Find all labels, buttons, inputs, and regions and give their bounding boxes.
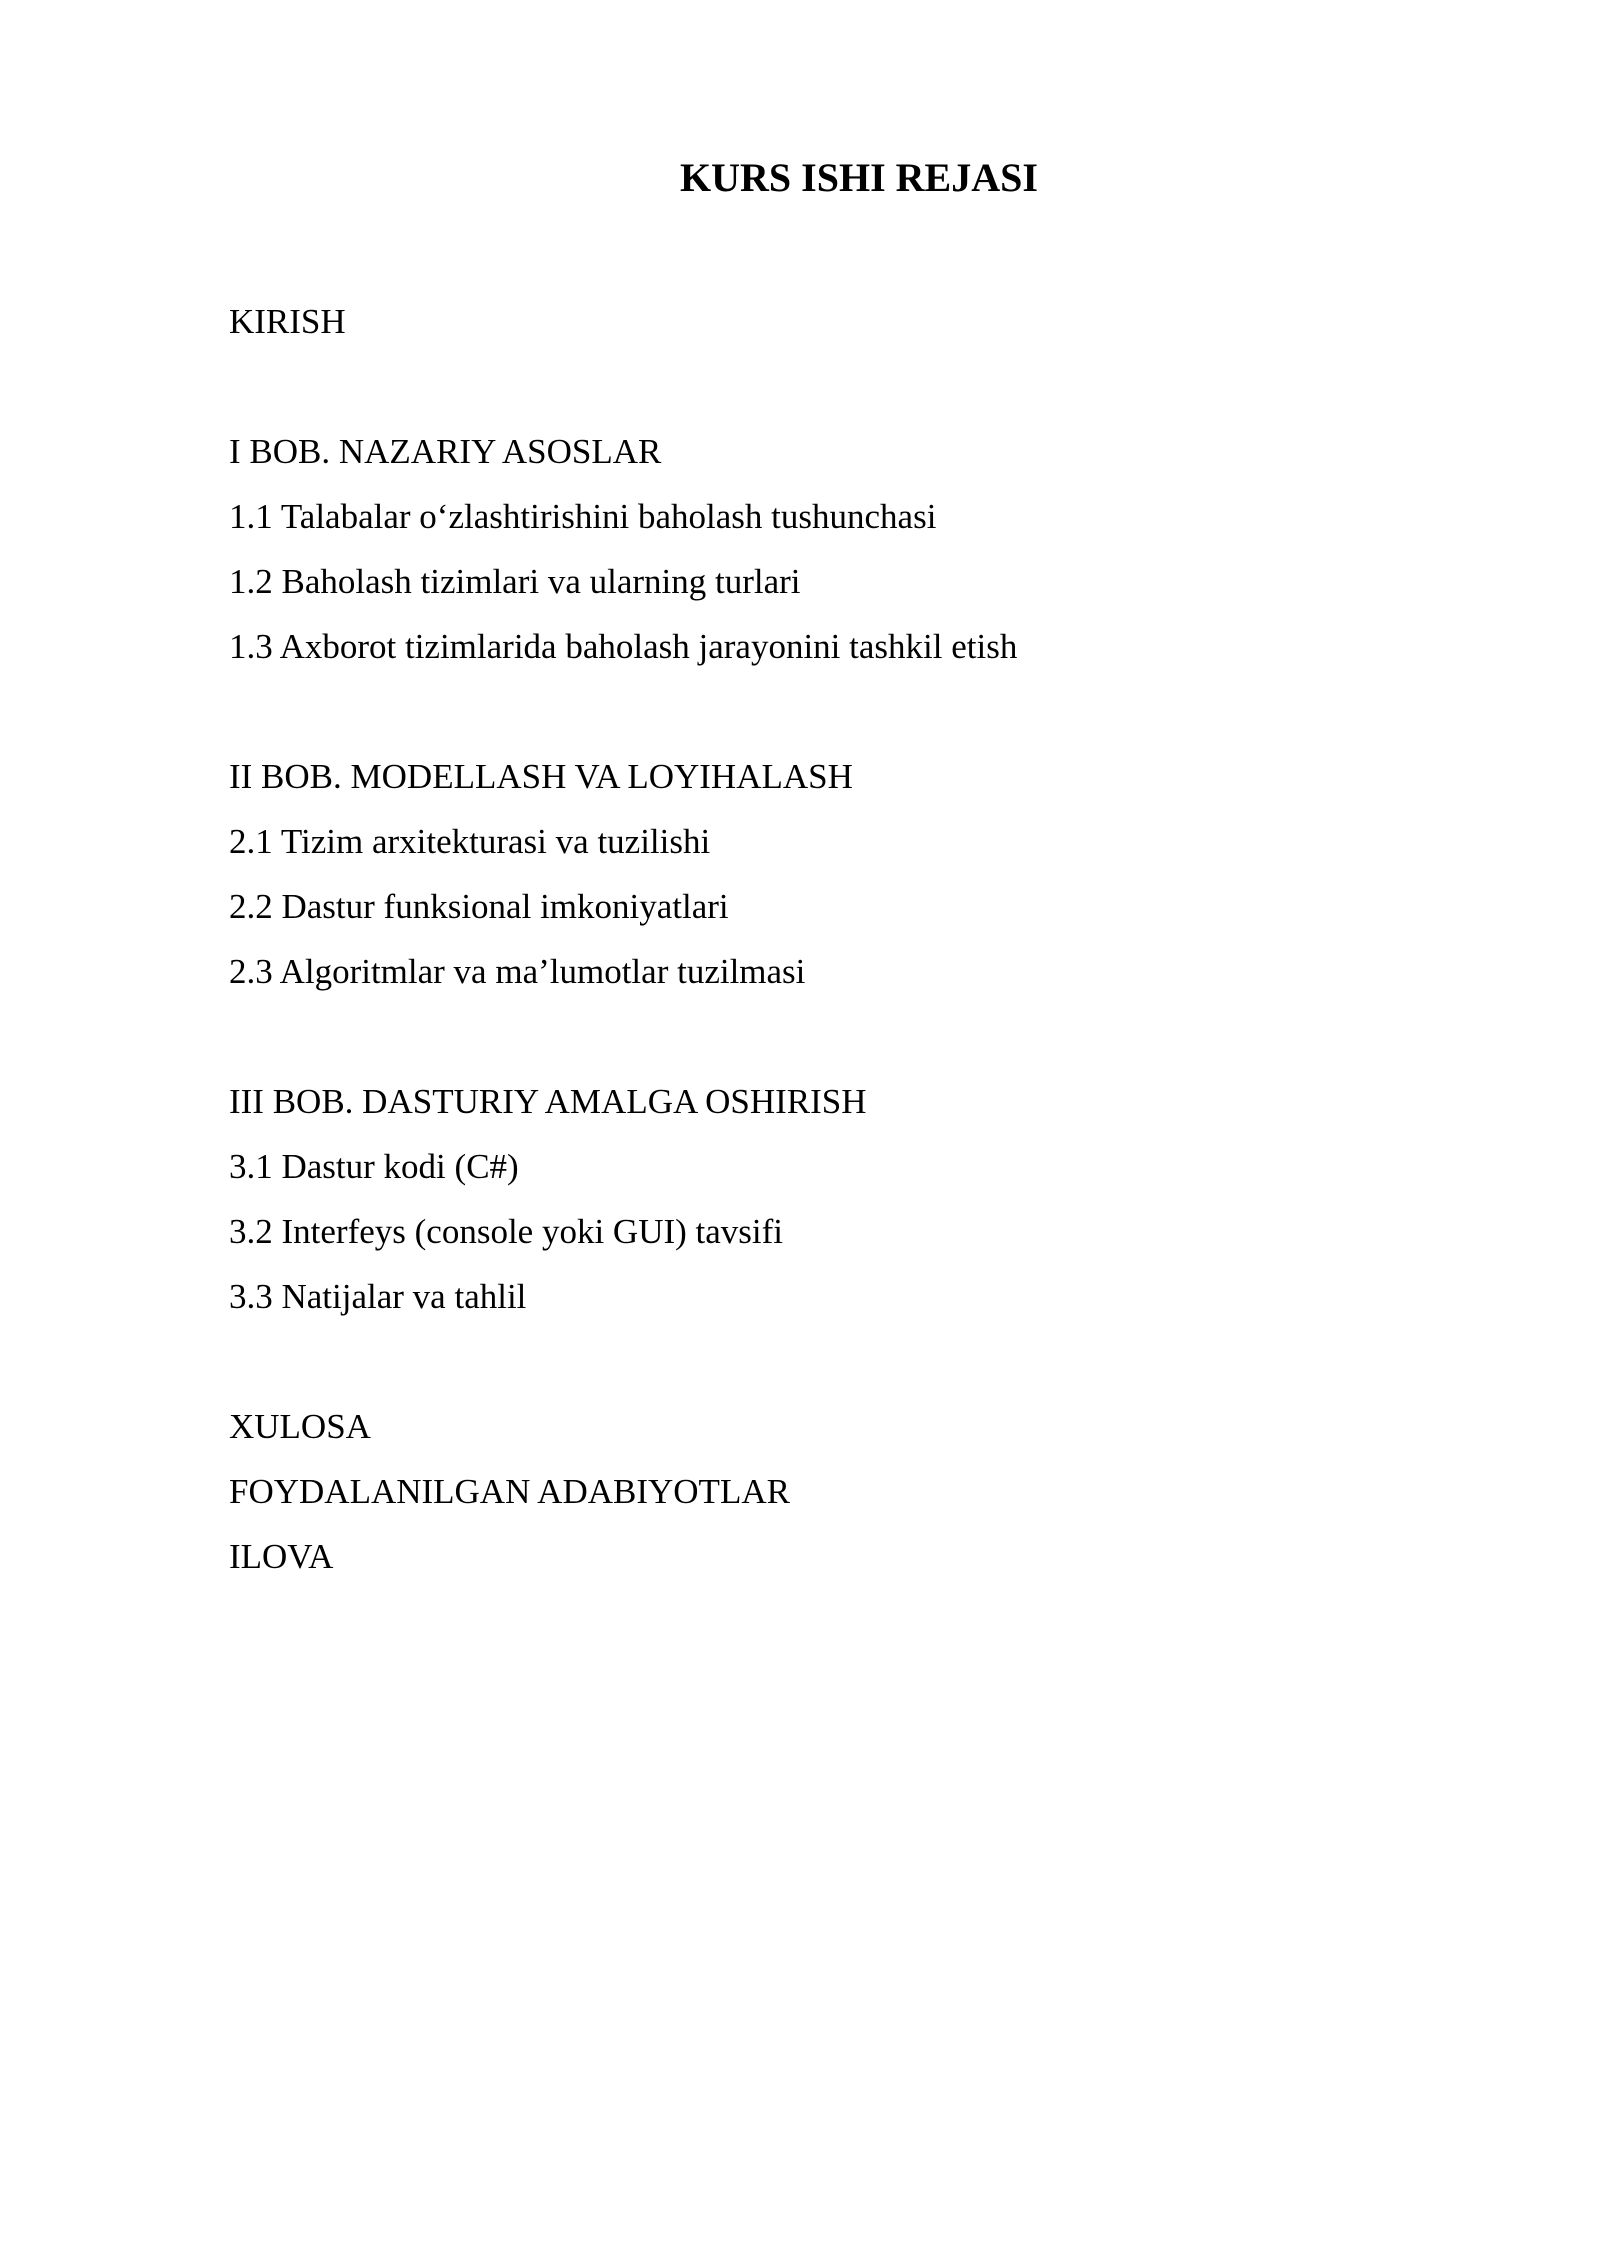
- toc-section-1-1: 1.1 Talabalar o‘zlashtirishini baholash tushunchasi: [229, 497, 937, 536]
- toc-section-3-1: 3.1 Dastur kodi (C#): [229, 1147, 519, 1186]
- toc-section-2-2: 2.2 Dastur funksional imkoniyatlari: [229, 887, 729, 926]
- toc-chapter-2-heading: II BOB. MODELLASH VA LOYIHALASH: [229, 757, 853, 796]
- toc-section-2-1: 2.1 Tizim arxitekturasi va tuzilishi: [229, 822, 711, 861]
- toc-section-2-3: 2.3 Algoritmlar va ma’lumotlar tuzilmasi: [229, 952, 806, 991]
- page-title: KURS ISHI REJASI: [680, 155, 1038, 200]
- toc-chapter-3-heading: III BOB. DASTURIY AMALGA OSHIRISH: [229, 1082, 867, 1121]
- toc-conclusion: XULOSA: [229, 1407, 371, 1446]
- toc-section-3-2: 3.2 Interfeys (console yoki GUI) tavsifi: [229, 1212, 784, 1251]
- toc-references: FOYDALANILGAN ADABIYOTLAR: [229, 1472, 790, 1511]
- toc-section-1-3: 1.3 Axborot tizimlarida baholash jarayonini tashkil etish: [229, 627, 1018, 666]
- toc-section-1-2: 1.2 Baholash tizimlari va ularning turlari: [229, 562, 801, 601]
- toc-chapter-1-heading: I BOB. NAZARIY ASOSLAR: [229, 432, 662, 471]
- toc-section-3-3: 3.3 Natijalar va tahlil: [229, 1277, 527, 1316]
- toc-appendix: ILOVA: [229, 1537, 334, 1576]
- toc-introduction: KIRISH: [229, 302, 346, 341]
